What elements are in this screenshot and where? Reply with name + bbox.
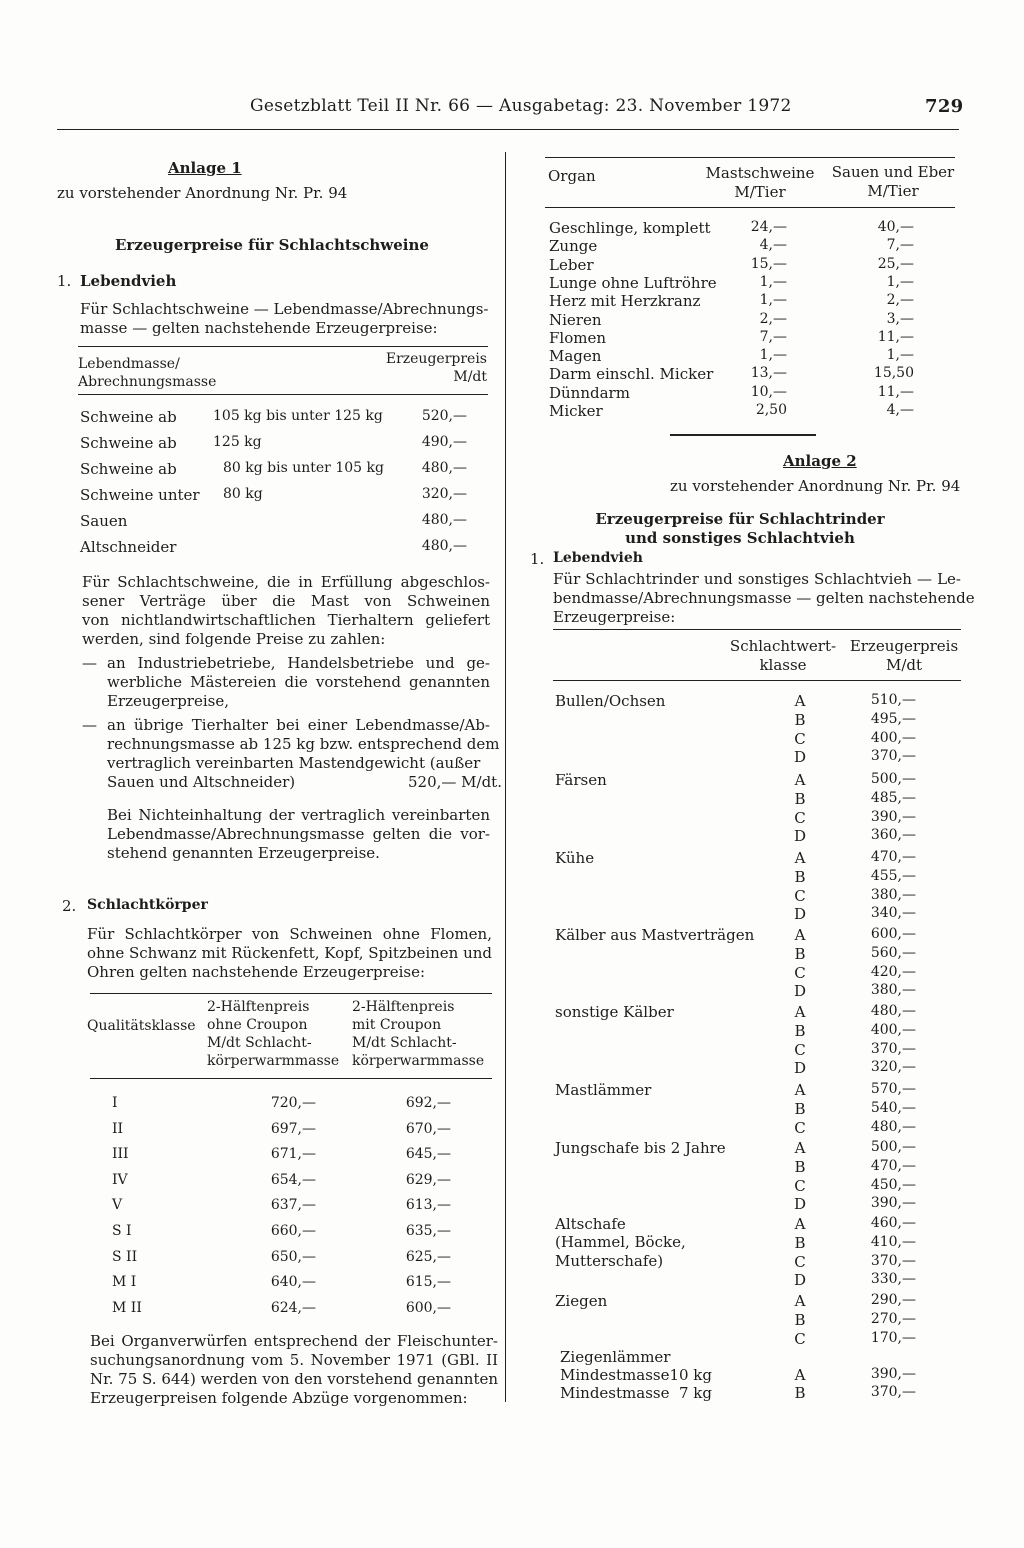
grade-price: 370,— — [870, 748, 916, 765]
row-class: V — [112, 1197, 123, 1214]
column-header-line: körperwarmmasse — [352, 1053, 485, 1069]
row-class: IV — [112, 1171, 128, 1188]
heading-line: Erzeugerpreise für Schlachtrinder — [595, 510, 885, 528]
grade-price: 480,— — [870, 1118, 916, 1135]
organ-price-sows: 4,— — [886, 402, 914, 418]
grade-price: 170,— — [870, 1329, 916, 1346]
organ-price-pigs: 13,— — [750, 365, 787, 382]
column-header-line: M/Tier — [867, 182, 919, 200]
organ-price-pigs: 1,— — [759, 292, 787, 309]
paragraph-line: Erzeugerpreise: — [553, 608, 676, 626]
grade-letter: A — [794, 849, 806, 867]
row-price-without: 660,— — [270, 1223, 316, 1239]
organ-name: Leber — [549, 255, 594, 274]
grade-letter: D — [793, 905, 807, 924]
grade-letter: D — [793, 982, 807, 1001]
min-mass-value: 7 kg — [678, 1384, 712, 1403]
row-price: 520,— — [421, 408, 467, 424]
row-price-without: 697,— — [270, 1120, 316, 1137]
section-title: Schlachtkörper — [87, 897, 208, 913]
row-price: 490,— — [421, 434, 467, 450]
row-class: II — [112, 1120, 124, 1137]
paragraph-line: an übrige Tierhalter bei einer Lebendmasse/Ab- — [107, 716, 490, 734]
row-price-with: 615,— — [405, 1274, 451, 1291]
grade-price: 390,— — [870, 1366, 916, 1382]
organ-price-sows: 25,— — [877, 255, 914, 272]
paragraph-line: sener Verträge über die Mast von Schweinen — [82, 592, 490, 610]
row-price-with: 625,— — [405, 1248, 451, 1265]
grade-price: 510,— — [870, 692, 916, 708]
column-header-line: Erzeugerpreis — [385, 351, 487, 367]
grade-price: 500,— — [870, 1139, 916, 1155]
organ-name: Flomen — [549, 328, 606, 347]
section-heading — [548, 510, 932, 548]
organ-price-pigs: 24,— — [750, 219, 787, 235]
grade-price: 470,— — [870, 1157, 916, 1174]
paragraph-line: Bei Nichteinhaltung der vertraglich vereinbarten — [107, 806, 490, 824]
organ-price-pigs: 2,50 — [755, 402, 787, 418]
row-price-with: 629,— — [405, 1171, 451, 1188]
animal-group-name: Kälber aus Mastverträgen — [555, 926, 755, 944]
table-rule — [553, 629, 961, 630]
min-mass-label: Mindestmasse — [560, 1366, 670, 1384]
grade-price: 290,— — [870, 1292, 916, 1308]
paragraph-line: werbliche Mästereien die vorstehend genannten — [107, 673, 490, 691]
section-number: 2. — [62, 897, 77, 915]
text-line: Sauen und Altschneider) — [107, 773, 296, 791]
row-price: 480,— — [421, 538, 467, 554]
grade-letter: B — [794, 1021, 806, 1040]
grade-letter: C — [794, 1329, 806, 1348]
row-price-without: 637,— — [270, 1197, 316, 1214]
grade-price: 320,— — [870, 1059, 916, 1076]
column-header-without-croupon — [207, 998, 339, 1070]
grade-price: 455,— — [870, 867, 916, 884]
grade-price: 360,— — [870, 827, 916, 844]
anlage1-ref: zu vorstehender Anordnung Nr. Pr. 94 — [57, 184, 348, 202]
row-weight: 80 kg — [223, 486, 263, 502]
min-mass-label: Mindestmasse — [560, 1384, 670, 1403]
column-header-line: Abrechnungsmasse — [78, 374, 217, 390]
column-header-line: M/Tier — [734, 183, 786, 201]
page-number: 729 — [925, 96, 964, 117]
column-header-mass — [78, 355, 216, 391]
grade-letter: B — [794, 944, 806, 963]
row-price-without: 624,— — [270, 1299, 316, 1316]
organ-price-sows: 3,— — [886, 310, 914, 327]
grade-letter: C — [794, 1252, 806, 1271]
grade-letter: A — [794, 1292, 806, 1310]
row-price-with: 635,— — [405, 1223, 451, 1239]
price-text: 520,— M/dt. — [408, 773, 502, 791]
organ-name: Dünndarm — [549, 383, 630, 402]
grade-letter: A — [794, 1215, 806, 1233]
grade-price: 400,— — [870, 1021, 916, 1038]
row-price-without: 654,— — [270, 1171, 316, 1188]
row-price: 480,— — [421, 512, 467, 528]
row-price-with: 645,— — [405, 1146, 451, 1163]
column-header-line: körperwarmmasse — [207, 1053, 340, 1069]
grade-price: 470,— — [870, 849, 916, 865]
grade-letter: C — [794, 886, 806, 905]
organ-price-pigs: 7,— — [759, 328, 787, 345]
table-rule — [90, 993, 492, 994]
organ-name: Lunge ohne Luftröhre — [549, 273, 717, 292]
row-price-without: 720,— — [270, 1095, 316, 1111]
section-title: Lebendvieh — [80, 272, 177, 290]
organ-price-sows: 11,— — [877, 383, 914, 400]
min-mass-value: 10 kg — [669, 1366, 712, 1384]
grade-letter: B — [794, 1099, 806, 1118]
paragraph-line: Für Schlachtkörper von Schweinen ohne Flomen, — [87, 925, 492, 943]
grade-letter: A — [794, 1081, 806, 1099]
header-rule — [57, 129, 959, 130]
paragraph-line: an Industriebetriebe, Handelsbetriebe und ge- — [107, 654, 490, 672]
grade-price: 340,— — [870, 905, 916, 922]
grade-letter: A — [794, 1003, 806, 1021]
animal-group-name: Ziegen — [555, 1292, 608, 1310]
grade-price: 460,— — [870, 1215, 916, 1231]
grade-letter: D — [793, 827, 807, 846]
paragraph-line: Bei Organverwürfen entsprechend der Fleischunter- — [90, 1332, 498, 1350]
animal-group-name: Mastlämmer — [555, 1081, 652, 1099]
table-rule — [90, 1078, 492, 1079]
grade-letter: B — [794, 1233, 806, 1252]
paragraph-line: von nichtlandwirtschaftlichen Tierhaltern geliefert — [82, 611, 490, 629]
row-label: Schweine ab — [80, 460, 177, 478]
animal-group-name: (Hammel, Böcke, — [555, 1233, 686, 1252]
table-rule — [553, 680, 961, 681]
column-header-fattening-pigs — [700, 164, 820, 202]
table-rule — [545, 157, 955, 158]
animal-group-name: Altschafe — [555, 1215, 626, 1233]
header-title: Gesetzblatt Teil II Nr. 66 — Ausgabetag: 23. November 1972 — [250, 96, 792, 116]
grade-price: 540,— — [870, 1099, 916, 1116]
column-header-line: M/dt Schlacht- — [207, 1035, 312, 1051]
organ-price-sows: 2,— — [886, 292, 914, 309]
column-header-line: Erzeugerpreis — [849, 637, 959, 655]
grade-letter: A — [794, 1366, 806, 1384]
row-label: Altschneider — [80, 538, 177, 556]
organ-price-pigs: 4,— — [759, 237, 787, 254]
grade-price: 390,— — [870, 808, 916, 825]
paragraph-line: Lebendmasse/Abrechnungsmasse gelten die vor- — [107, 825, 490, 843]
column-header-line: Sauen und Eber — [831, 163, 955, 181]
table-rule — [545, 207, 955, 208]
row-class: S II — [112, 1248, 138, 1265]
row-class: M II — [112, 1299, 142, 1316]
organ-price-sows: 11,— — [877, 328, 914, 345]
column-header-price — [848, 637, 960, 675]
paragraph-line: Erzeugerpreise, — [107, 692, 229, 710]
grade-price: 485,— — [870, 789, 916, 806]
heading-line: und sonstiges Schlachtvieh — [625, 529, 855, 547]
paragraph-line: Für Schlachtschweine, die in Erfüllung abgeschlos- — [82, 573, 490, 591]
grade-letter: C — [794, 1176, 806, 1195]
grade-price: 480,— — [870, 1003, 916, 1019]
row-weight: 105 kg bis unter 125 kg — [213, 408, 383, 424]
grade-price: 370,— — [870, 1040, 916, 1057]
organ-price-pigs: 1,— — [759, 347, 787, 364]
paragraph-line: Ohren gelten nachstehende Erzeugerpreise: — [87, 963, 426, 981]
grade-price: 410,— — [870, 1233, 916, 1250]
paragraph-line: bendmasse/Abrechnungsmasse — gelten nachstehende — [553, 589, 975, 607]
dash-bullet: — — [82, 654, 97, 672]
animal-group-name: Mutterschafe) — [555, 1251, 664, 1270]
grade-price: 450,— — [870, 1176, 916, 1193]
row-class: I — [112, 1095, 118, 1111]
organ-name: Darm einschl. Micker — [549, 365, 714, 384]
anlage1-title: Anlage 1 — [168, 159, 242, 177]
paragraph-line: Nr. 75 S. 644) werden von den vorstehend genannten — [90, 1370, 499, 1388]
row-price-without: 671,— — [270, 1146, 316, 1163]
grade-price: 570,— — [870, 1081, 916, 1097]
grade-letter: A — [794, 692, 806, 710]
paragraph-line: suchungsanordnung vom 5. November 1971 (GBl. II — [90, 1351, 498, 1369]
table-rule — [78, 394, 488, 395]
column-header-line: Lebendmasse/ — [78, 356, 180, 372]
row-price-without: 650,— — [270, 1248, 316, 1265]
grade-letter: A — [794, 926, 806, 944]
section-title: Lebendvieh — [553, 550, 643, 566]
column-header-line: M/dt Schlacht- — [352, 1035, 457, 1051]
row-price: 480,— — [421, 460, 467, 476]
grade-letter: D — [793, 748, 807, 767]
column-divider — [505, 152, 506, 1402]
row-weight: 80 kg bis unter 105 kg — [223, 460, 384, 476]
grade-price: 270,— — [870, 1310, 916, 1327]
grade-price: 400,— — [870, 729, 916, 746]
grade-letter: A — [794, 771, 806, 789]
grade-letter: B — [794, 867, 806, 886]
grade-letter: C — [794, 1118, 806, 1137]
table-rule — [78, 346, 488, 347]
organ-price-sows: 1,— — [886, 347, 914, 364]
grade-price: 495,— — [870, 710, 916, 727]
paragraph-line: masse — gelten nachstehende Erzeugerpreise: — [80, 319, 438, 337]
column-header-grade — [728, 637, 838, 675]
organ-price-sows: 40,— — [877, 219, 914, 235]
row-class: III — [112, 1146, 129, 1163]
organ-name: Micker — [549, 402, 603, 420]
grade-letter: D — [793, 1195, 807, 1214]
separator-rule — [670, 434, 816, 436]
organ-price-pigs: 2,— — [759, 310, 787, 327]
organ-price-sows: 7,— — [886, 237, 914, 254]
organ-price-pigs: 15,— — [750, 255, 787, 272]
grade-letter: B — [794, 1384, 806, 1403]
column-header-line: 2-Hälftenpreis — [207, 999, 310, 1015]
row-label: Schweine ab — [80, 408, 177, 426]
grade-letter: C — [794, 1040, 806, 1059]
organ-price-sows: 15,50 — [873, 365, 914, 382]
animal-group-name: Färsen — [555, 771, 607, 789]
paragraph-line: rechnungsmasse ab 125 kg bzw. entsprechend dem — [107, 735, 500, 753]
grade-price: 370,— — [870, 1252, 916, 1269]
column-header-class: Qualitätsklasse — [87, 1018, 196, 1034]
column-header-line: klasse — [759, 656, 807, 674]
row-price-with: 613,— — [405, 1197, 451, 1214]
anlage2-title: Anlage 2 — [783, 452, 857, 470]
column-header-price — [380, 350, 487, 386]
grade-price: 330,— — [870, 1271, 916, 1288]
organ-name: Magen — [549, 347, 602, 366]
organ-name: Zunge — [549, 237, 598, 256]
grade-price: 370,— — [870, 1384, 916, 1401]
grade-letter: C — [794, 963, 806, 982]
organ-price-pigs: 1,— — [759, 273, 787, 290]
organ-name: Geschlinge, komplett — [549, 219, 711, 237]
grade-price: 500,— — [870, 771, 916, 787]
column-header-with-croupon — [352, 998, 484, 1070]
grade-letter: C — [794, 729, 806, 748]
section-number: 1. — [57, 272, 72, 290]
organ-name: Herz mit Herzkranz — [549, 292, 701, 311]
paragraph-line: werden, sind folgende Preise zu zahlen: — [82, 630, 386, 648]
grade-price: 380,— — [870, 982, 916, 999]
animal-group-name: Ziegenlämmer — [560, 1348, 671, 1366]
paragraph-line: ohne Schwanz mit Rückenfett, Kopf, Spitzbeinen und — [87, 944, 493, 962]
row-price-with: 692,— — [405, 1095, 451, 1111]
section-number: 1. — [530, 550, 545, 568]
column-header-line: Schlachtwert- — [729, 637, 837, 655]
row-label: Schweine unter — [80, 486, 200, 504]
dash-bullet: — — [82, 716, 97, 734]
grade-letter: B — [794, 789, 806, 808]
organ-price-sows: 1,— — [886, 273, 914, 290]
row-label: Sauen — [80, 512, 128, 530]
organ-price-pigs: 10,— — [750, 383, 787, 400]
paragraph-line: Für Schlachtrinder und sonstiges Schlachtvieh — Le- — [553, 570, 961, 588]
animal-group-name: sonstige Kälber — [555, 1003, 674, 1021]
row-label: Schweine ab — [80, 434, 177, 452]
grade-letter: C — [794, 808, 806, 827]
grade-price: 380,— — [870, 886, 916, 903]
column-header-line: Mastschweine — [705, 164, 815, 182]
animal-group-name: Jungschafe bis 2 Jahre — [555, 1139, 726, 1157]
section-heading: Erzeugerpreise für Schlachtschweine — [115, 236, 429, 254]
grade-letter: B — [794, 710, 806, 729]
grade-price: 390,— — [870, 1195, 916, 1212]
grade-price: 560,— — [870, 944, 916, 961]
grade-letter: B — [794, 1310, 806, 1329]
organ-name: Nieren — [549, 310, 602, 329]
column-header-line: ohne Croupon — [207, 1017, 308, 1033]
column-header-line: mit Croupon — [352, 1017, 442, 1033]
column-header-line: M/dt — [453, 369, 487, 385]
grade-price: 420,— — [870, 963, 916, 980]
grade-letter: D — [793, 1059, 807, 1078]
animal-group-name: Bullen/Ochsen — [555, 692, 666, 710]
paragraph-line: Für Schlachtschweine — Lebendmasse/Abrechnungs- — [80, 300, 489, 318]
row-weight: 125 kg — [213, 434, 262, 450]
grade-letter: D — [793, 1271, 807, 1290]
animal-group-name: Kühe — [555, 849, 595, 867]
paragraph-line: vertraglich vereinbarten Mastendgewicht (außer — [107, 754, 481, 772]
paragraph-line: stehend genannten Erzeugerpreise. — [107, 844, 380, 862]
anlage2-ref: zu vorstehender Anordnung Nr. Pr. 94 — [670, 477, 961, 495]
grade-letter: A — [794, 1139, 806, 1157]
column-header-sows — [826, 163, 960, 201]
column-header-organ: Organ — [548, 167, 596, 185]
paragraph-line: Erzeugerpreisen folgende Abzüge vorgenommen: — [90, 1389, 468, 1407]
row-price: 320,— — [421, 486, 467, 502]
row-class: M I — [112, 1274, 137, 1291]
column-header-line: M/dt — [885, 656, 923, 674]
row-price-with: 600,— — [405, 1299, 451, 1316]
row-price-with: 670,— — [405, 1120, 451, 1137]
row-class: S I — [112, 1223, 132, 1239]
grade-price: 600,— — [870, 926, 916, 942]
row-price-without: 640,— — [270, 1274, 316, 1291]
grade-letter: B — [794, 1157, 806, 1176]
column-header-line: 2-Hälftenpreis — [352, 999, 455, 1015]
